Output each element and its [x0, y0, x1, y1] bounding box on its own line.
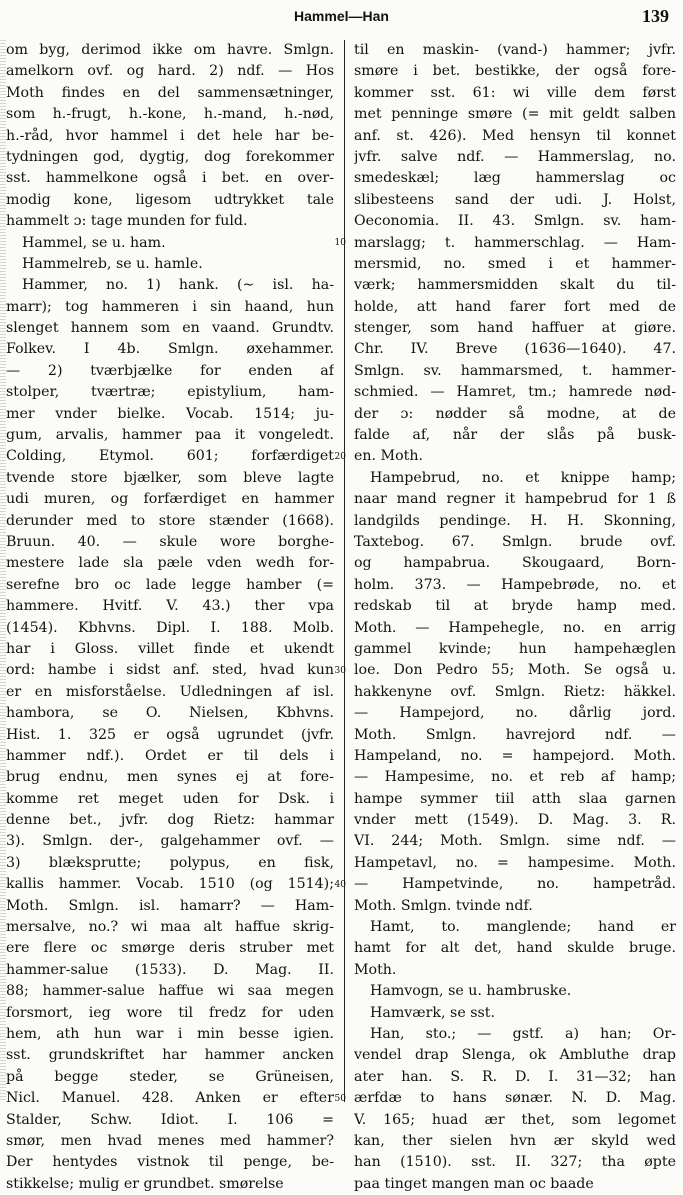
text-line: schmied. — Hamret, tm.; hamrede nød- — [354, 384, 676, 401]
text-line: og hampabrua. Skougaard, Born- — [354, 555, 676, 572]
text-line: brug endnu, men synes ej at fore- — [6, 769, 334, 786]
text-line: Colding, Etymol. 601; forfærdiget — [6, 448, 334, 465]
text-line: vendel drap Slenga, ok Ambluthe drap — [354, 1047, 676, 1064]
text-line: — Hampesime, no. et reb af hamp; — [354, 769, 676, 786]
text-line: stenger, som hand haffuer at giøre. — [354, 320, 676, 337]
left-column — [6, 40, 334, 1195]
text-line: Moth. — Hampehegle, no. en arrig — [354, 619, 676, 636]
text-line: paa tinget mangen man oc baade — [354, 1175, 594, 1192]
text-line: mersalve, no.? wi maa alt haffue skrig- — [6, 919, 334, 936]
text-line: hammer-salue (1533). D. Mag. II. — [6, 961, 334, 978]
text-line: på begge steder, se Grüneisen, — [6, 1068, 334, 1085]
text-line: om byg, derimod ikke om havre. Smlgn. — [6, 42, 334, 58]
text-line: gum, arvalis, hammer paa it vongeledt. — [6, 427, 334, 444]
text-line: Bruun. 40. — skule wore borghe- — [6, 533, 334, 550]
text-line: serefne bro oc lade legge hamber (= — [6, 576, 334, 593]
text-line: VI. 244; Moth. Smlgn. sime ndf. — — [354, 833, 676, 850]
text-line: — Hampetvinde, no. hampetråd. — [354, 876, 676, 893]
text-line: Nicl. Manuel. 428. Anken er efter — [6, 1090, 334, 1107]
text-line: (1454). Kbhvns. Dipl. I. 188. Molb. — [6, 619, 334, 636]
text-line: anf. st. 426). Med hensyn til konnet — [354, 127, 676, 144]
text-line: Moth findes en del sammensætninger, — [6, 84, 334, 101]
text-line: Moth. Smlgn. tvinde ndf. — [354, 897, 533, 914]
text-line: hem, ath hun war i min besse igien. — [6, 1025, 334, 1042]
text-line: modig kone, ligesom udtrykket tale — [6, 191, 334, 208]
text-line: loe. Don Pedro 55; Moth. Se også u. — [354, 662, 676, 679]
text-line: hampe symmer tiil atth slaa garnen — [354, 790, 676, 807]
text-line: mersmid, no. smed i et hammer- — [354, 255, 676, 272]
text-line: marr); tog hammeren i sin haand, hun — [6, 298, 334, 315]
text-line: naar mand regner it hampebrud for 1 ß — [354, 491, 676, 508]
text-line: met penninge smøre (= mit geldt salben — [354, 106, 676, 123]
text-line: 3). Smlgn. der-, galgehammer ovf. — — [6, 833, 334, 850]
text-line: hamborа, se O. Nielsen, Kbhvns. — [6, 705, 334, 722]
text-line: forsmort, ieg wore til fredz for uden — [6, 1004, 334, 1021]
text-line: en. Moth. — [354, 448, 423, 465]
text-line: slenget hannem som en vaand. Grundtv. — [6, 320, 334, 337]
text-line: Hamt, to. manglende; hand er — [370, 919, 676, 936]
text-line: hakkenyne ovf. Smlgn. Rietz: häkkel. — [354, 683, 676, 700]
page-number: 139 — [642, 6, 669, 26]
text-line: Hampetavl, no. = hampesime. Moth. — [354, 854, 676, 871]
text-line: Hamværk, se sst. — [370, 1004, 495, 1021]
text-line: sst. hammelkone også i bet. en over- — [6, 170, 334, 187]
text-line: — Hampejord, no. dårlig jord. — [354, 705, 676, 722]
text-line: holde, att hand farer fort med de — [354, 298, 676, 315]
text-line: — 2) tværbjælke for enden af — [6, 362, 334, 379]
text-line: smøre i bet. bestikke, der også fore- — [354, 63, 676, 80]
text-line: 88; hammer-salue haffue wi saa megen — [6, 983, 334, 1000]
text-line: tvende store bjælker, som bleve lagte — [6, 469, 334, 486]
text-line: Chr. IV. Breve (1636—1640). 47. — [354, 341, 676, 358]
text-line: smør, men hvad menes med hammer? — [6, 1132, 334, 1149]
line-number: 30 — [334, 665, 346, 676]
text-line: ærfdæ to hans sønær. N. D. Mag. — [354, 1090, 676, 1107]
text-line: han (1510). sst. II. 327; tha øpte — [354, 1154, 676, 1171]
text-line: som h.-frugt, h.-kone, h.-mand, h.-nød, — [6, 106, 334, 123]
text-line: jvfr. salve ndf. — Hammerslag, no. — [354, 148, 676, 165]
text-line: hamt for alt det, hand skulde bruge. — [354, 940, 676, 957]
text-line: 3) blæksprutte; polypus, en fisk, — [6, 854, 334, 871]
running-head — [0, 6, 683, 30]
text-line: holm. 373. — Hampebrøde, no. et — [354, 576, 676, 593]
text-line: komme ret meget uden for Dsk. i — [6, 790, 334, 807]
text-line: stikkelse; mulig er grundbet. smørelse — [6, 1175, 284, 1192]
text-line: Hammelreb, se u. hamle. — [22, 255, 203, 272]
text-line: gammel kvinde; hun hampehæglen — [354, 640, 676, 657]
text-line: denne bet., jvfr. dog Rietz: hammar — [6, 812, 334, 829]
text-line: slibesteens sand der udi. J. Holst, — [354, 191, 676, 208]
text-line: h.-råd, hvor hammel i det hele har be- — [6, 127, 334, 144]
text-line: Han, sto.; — gstf. a) han; Or- — [370, 1025, 676, 1042]
text-line: værk; hammersmidden skalt du til- — [354, 277, 676, 294]
text-line: Hamvogn, se u. hambruske. — [370, 983, 572, 1000]
text-line: der ɔ: nødder så modne, at de — [354, 405, 676, 422]
text-line: kallis hammer. Vocab. 1510 (og 1514); — [6, 876, 334, 893]
text-line: kommer sst. 61: wi ville dem først — [354, 84, 676, 101]
line-number: 50 — [334, 1093, 346, 1104]
text-line: ord: hambe i sidst anf. sted, hvad kun — [6, 662, 334, 679]
text-line: Der hentydes vistnok til penge, be- — [6, 1154, 334, 1171]
text-line: redskab til at bryde hamp med. — [354, 598, 676, 615]
text-line: smedeskæl; læg hammerslag oc — [354, 170, 676, 187]
text-line: Hampeland, no. = hampejord. Moth. — [354, 747, 676, 764]
text-line: ater han. S. R. D. I. 31—32; han — [354, 1068, 676, 1085]
text-line: marslagg; t. hammerschlag. — Ham- — [354, 234, 676, 251]
text-line: Moth. Smlgn. isl. hamarr? — Ham- — [6, 897, 334, 914]
text-line: falde af, når der slås på busk- — [354, 427, 676, 444]
text-line: til en maskin- (vand-) hammer; jvfr. — [354, 42, 676, 58]
text-line: ere flere oc smørge deris struber met — [6, 940, 334, 957]
text-line: vnder mett (1549). D. Mag. 3. R. — [354, 812, 676, 829]
text-line: landgilds pendinge. H. H. Skonning, — [354, 512, 676, 529]
page-title: Hammel—Han — [294, 8, 389, 24]
text-line: mer vnder bielke. Vocab. 1514; ju- — [6, 405, 334, 422]
line-number: 20 — [334, 451, 346, 462]
text-line: Oeconomia. II. 43. Smlgn. sv. ham- — [354, 213, 676, 230]
text-line: derunder med to store stænder (1668). — [6, 512, 334, 529]
text-line: hammere. Hvitf. V. 43.) ther vpa — [6, 598, 334, 615]
text-line: kan, ther sielen hvn ær skyld wed — [354, 1132, 676, 1149]
text-line: V. 165; huad ær thet, som legomet — [354, 1111, 676, 1128]
text-line: Moth. Smlgn. havrejord ndf. — — [354, 726, 676, 743]
text-line: amelkorn ovf. og hard. 2) ndf. — Hos — [6, 63, 334, 80]
text-line: Stalder, Schw. Idiot. I. 106 = — [6, 1111, 334, 1128]
text-line: udi muren, og forfærdiget en hammer — [6, 491, 334, 508]
text-line: hammelt ɔ: tage munden for fuld. — [6, 213, 248, 230]
text-line: Hist. 1. 325 er også ugrundet (jvfr. — [6, 726, 334, 743]
text-line: stolper, tværtræ; epistylium, ham- — [6, 384, 334, 401]
text-line: Folkev. I 4b. Smlgn. øxehammer. — [6, 341, 334, 358]
text-line: Taxtebog. 67. Smlgn. brude ovf. — [354, 533, 676, 550]
text-line: tydningen god, dygtig, dog forekommer — [6, 148, 334, 165]
text-line: Hampebrud, no. et knippe hamp; — [370, 469, 676, 486]
text-line: hammer ndf.). Ordet er til dels i — [6, 747, 334, 764]
column-rule — [344, 40, 345, 1102]
line-number: 40 — [334, 879, 346, 890]
line-number: 10 — [334, 237, 346, 248]
text-line: er en misforståelse. Udledningen af isl. — [6, 683, 334, 700]
right-column — [354, 40, 676, 1195]
text-line: mestere lade sla pæle vden wedh for- — [6, 555, 334, 572]
text-line: sst. grundskriftet har hammer ancken — [6, 1047, 334, 1064]
text-line: har i Gloss. villet finde et ukendt — [6, 640, 334, 657]
text-line: Hammel, se u. ham. — [22, 234, 166, 251]
text-line: Hammer, no. 1) hank. (∼ isl. ha- — [22, 277, 334, 294]
text-line: Moth. — [354, 961, 397, 978]
text-line: Smlgn. sv. hammarsmed, t. hammer- — [354, 362, 676, 379]
